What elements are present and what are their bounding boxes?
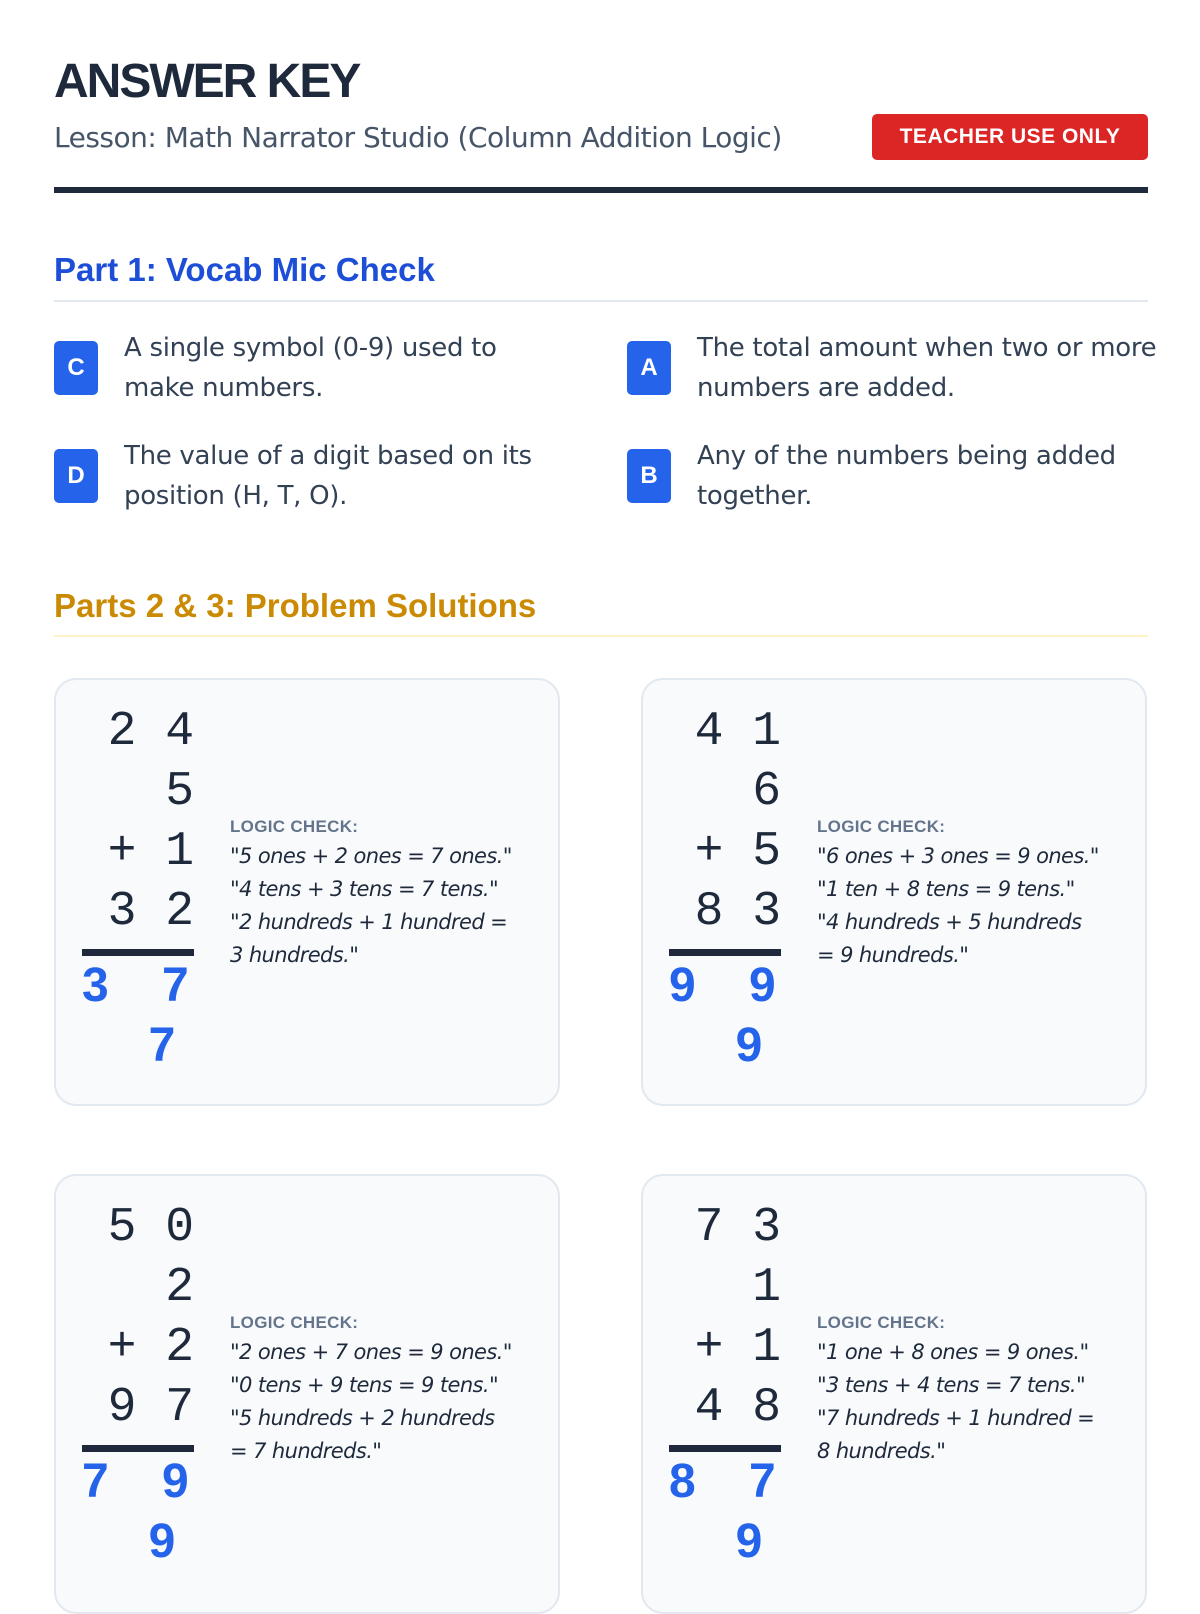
logic-check <box>230 814 540 972</box>
logic-check <box>817 1310 1127 1468</box>
problem-card <box>54 678 560 1106</box>
logic-line: 8 hundreds." <box>817 1439 946 1463</box>
logic-line: "4 tens + 3 tens = 7 tens." <box>230 877 499 901</box>
logic-line: "5 ones + 2 ones = 7 ones." <box>230 844 512 868</box>
vocab-definition: The value of a digit based on its position (H, T, O). <box>124 441 532 511</box>
vocab-item <box>627 328 1157 408</box>
logic-line: "3 tens + 4 tens = 7 tens." <box>817 1373 1086 1397</box>
addend-row: 4 8 <box>694 1381 781 1435</box>
answer-row: 3 7 <box>82 959 209 1012</box>
part1-divider <box>54 300 1148 302</box>
logic-check-label: LOGIC CHECK: <box>817 1313 946 1332</box>
addend-row: 5 <box>107 765 194 819</box>
addend-row: 2 <box>107 1261 194 1315</box>
sum-line <box>669 949 781 956</box>
page-title: ANSWER KEY <box>54 55 360 108</box>
vocab-letter-badge: C <box>54 341 98 395</box>
logic-line: "5 hundreds + 2 hundreds <box>230 1406 495 1430</box>
addend-row: + 1 <box>694 1321 781 1375</box>
logic-check-label: LOGIC CHECK: <box>817 817 946 836</box>
part2-heading: Parts 2 & 3: Problem Solutions <box>54 587 537 624</box>
addend-row: 2 4 <box>107 705 194 759</box>
answer-row: 9 9 <box>669 959 796 1012</box>
answer-row: 7 9 <box>82 1455 209 1508</box>
answer-row: 9 <box>669 1515 783 1568</box>
sum-line <box>82 949 194 956</box>
addend-row: 3 2 <box>107 885 194 939</box>
addend-row: 1 <box>694 1261 781 1315</box>
logic-line: "2 hundreds + 1 hundred = <box>230 910 508 934</box>
vocab-definition: The total amount when two or more numbers are added. <box>697 333 1157 403</box>
lesson-subtitle: Lesson: Math Narrator Studio (Column Addition Logic) <box>54 121 782 154</box>
addend-row: 9 7 <box>107 1381 194 1435</box>
logic-line: = 9 hundreds." <box>817 943 969 967</box>
answer-row: 9 <box>82 1515 196 1568</box>
sum-line <box>82 1445 194 1452</box>
logic-check <box>817 814 1127 972</box>
logic-check-label: LOGIC CHECK: <box>230 1313 359 1332</box>
addend-row: 7 3 <box>694 1201 781 1255</box>
addend-row: + 1 <box>107 825 194 879</box>
part2-divider <box>54 635 1148 637</box>
addend-row: 5 0 <box>107 1201 194 1255</box>
problem-card <box>54 1174 560 1614</box>
addend-row: 4 1 <box>694 705 781 759</box>
vocab-definition: A single symbol (0-9) used to make numbers. <box>124 333 497 403</box>
teacher-use-badge: TEACHER USE ONLY <box>872 114 1148 160</box>
logic-line: "6 ones + 3 ones = 9 ones." <box>817 844 1099 868</box>
vocab-item <box>54 436 554 516</box>
answer-row: 8 7 <box>669 1455 796 1508</box>
logic-line: "1 ten + 8 tens = 9 tens." <box>817 877 1075 901</box>
vocab-definition: Any of the numbers being added together. <box>697 441 1116 511</box>
vocab-item <box>54 328 554 408</box>
answer-row: 7 <box>82 1019 196 1072</box>
addition-stack <box>82 1198 209 1572</box>
vocab-letter-badge: B <box>627 449 671 503</box>
addend-row: + 5 <box>694 825 781 879</box>
logic-check <box>230 1310 540 1468</box>
addend-row: 8 3 <box>694 885 781 939</box>
logic-line: "0 tens + 9 tens = 9 tens." <box>230 1373 499 1397</box>
vocab-letter-badge: A <box>627 341 671 395</box>
addition-stack <box>669 1198 796 1572</box>
logic-line: "7 hundreds + 1 hundred = <box>817 1406 1095 1430</box>
header-divider <box>54 187 1148 193</box>
vocab-letter-badge: D <box>54 449 98 503</box>
part1-heading: Part 1: Vocab Mic Check <box>54 251 435 288</box>
logic-check-label: LOGIC CHECK: <box>230 817 359 836</box>
addend-row: 6 <box>694 765 781 819</box>
vocab-item <box>627 436 1157 516</box>
addend-row: + 2 <box>107 1321 194 1375</box>
problem-card <box>641 1174 1147 1614</box>
logic-line: 3 hundreds." <box>230 943 359 967</box>
logic-line: "2 ones + 7 ones = 9 ones." <box>230 1340 512 1364</box>
problem-card <box>641 678 1147 1106</box>
sum-line <box>669 1445 781 1452</box>
answer-row: 9 <box>669 1019 783 1072</box>
addition-stack <box>82 702 209 1076</box>
logic-line: = 7 hundreds." <box>230 1439 382 1463</box>
logic-line: "1 one + 8 ones = 9 ones." <box>817 1340 1089 1364</box>
addition-stack <box>669 702 796 1076</box>
logic-line: "4 hundreds + 5 hundreds <box>817 910 1082 934</box>
